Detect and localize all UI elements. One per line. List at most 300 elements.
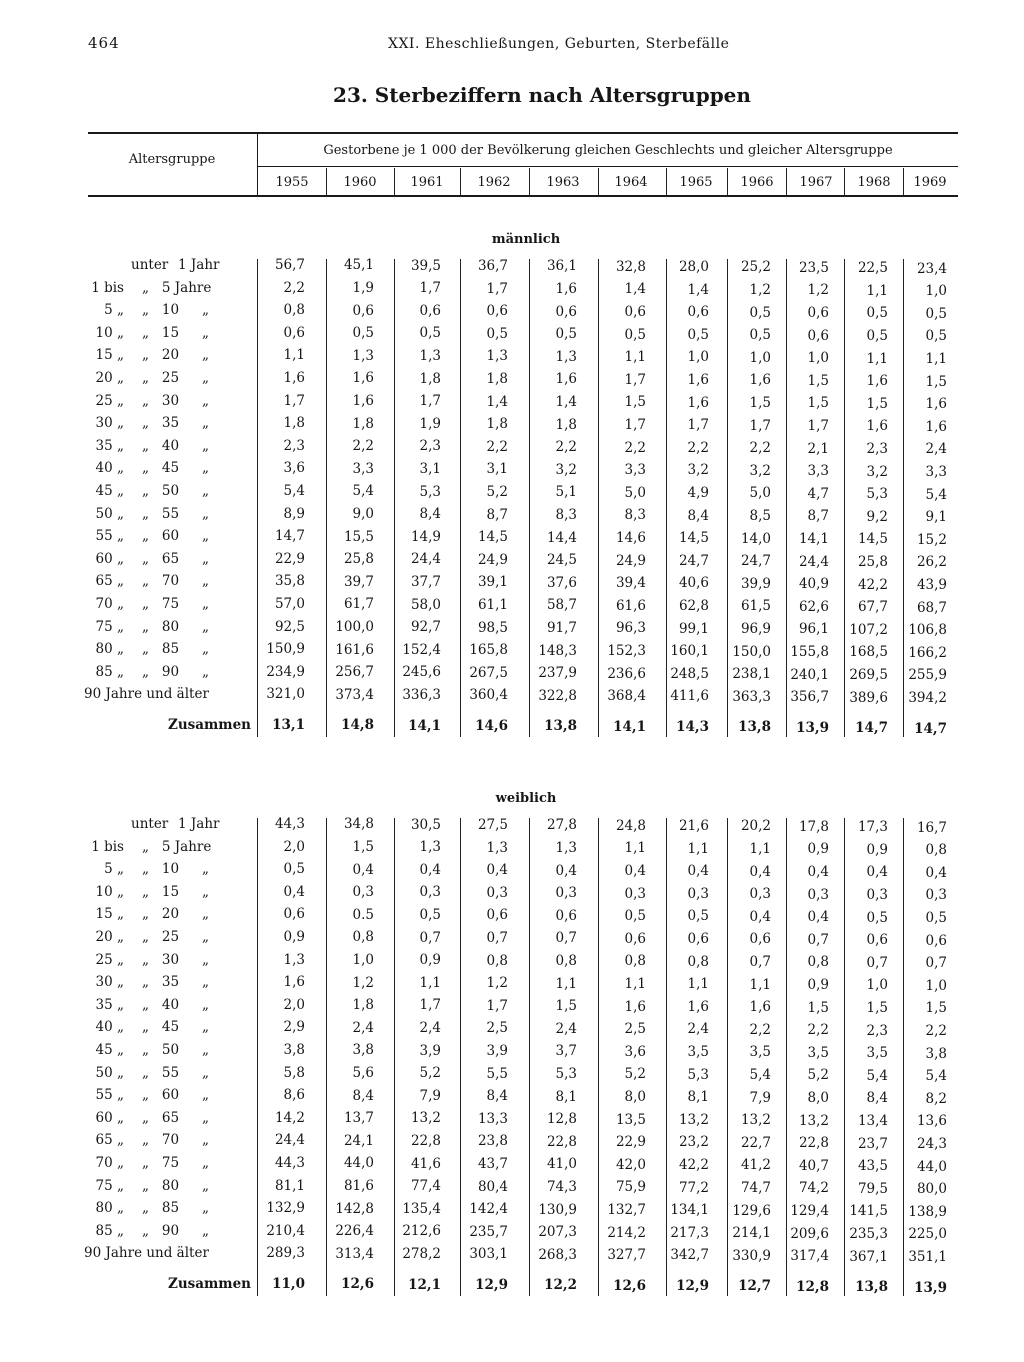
row-label-start: 55 „ [95,1087,124,1104]
value-cell-1968: 1,1 [866,282,888,299]
value-cell-1969: 255,9 [908,667,947,684]
value-cell-1967: 0,3 [807,886,829,903]
value-cell-1960: 1,8 [352,415,374,432]
row-label-end: „ 45 [142,460,180,477]
value-cell-1962: 165,8 [469,642,508,659]
value-cell-1962: 2,5 [486,1020,508,1037]
value-cell-1955: 14,7 [274,528,305,545]
value-cell-1960: 1,0 [352,951,374,968]
value-cell-1964: 132,7 [607,1201,646,1218]
value-cell-1966: 24,7 [740,553,771,570]
value-cell-1969: 0,3 [925,887,947,904]
value-cell-1962: 3,9 [486,1043,508,1060]
row-label-end: „ 25 [142,929,180,945]
value-cell-1968: 8,4 [866,1090,888,1107]
value-cell-1960: 0,3 [352,884,374,901]
value-cell-1963: 8,1 [555,1088,577,1105]
value-cell-1965: 99,1 [678,620,709,637]
value-cell-1961: 77,4 [410,1178,441,1195]
row-label-ditto: „ [202,550,209,567]
value-cell-1962: 43,7 [477,1156,508,1173]
value-cell-1967: 24,4 [798,553,829,570]
value-cell-1964: 14,6 [615,529,646,546]
table-row [0,325,1024,347]
value-cell-1967: 0,8 [807,954,829,971]
value-cell-1964: 1,6 [624,998,646,1015]
value-cell-1964: 8,3 [624,507,646,524]
row-label-ditto: „ [202,1132,209,1149]
value-cell-1965: 411,6 [670,688,709,705]
value-cell-1968: 235,3 [849,1225,888,1242]
value-cell-1967: 96,1 [798,621,829,638]
row-label-start: 45 „ [95,1042,124,1058]
value-cell-1963: 0,4 [555,862,577,879]
value-cell-1962: 13,3 [477,1110,508,1127]
value-cell-1962: 0,6 [486,907,508,924]
value-cell-1969: 24,3 [916,1135,947,1152]
value-cell-1961: 3,1 [419,461,441,478]
table-row [0,861,1024,883]
value-cell-1968: 0,5 [866,909,888,926]
value-cell-1963: 3,2 [555,461,577,478]
row-label-start: 55 „ [95,528,124,545]
row-label-start: 1 bis [91,279,124,296]
value-cell-1962: 98,5 [477,619,508,636]
value-cell-1962: 267,5 [469,664,508,681]
value-cell-1967: 13,9 [796,719,829,736]
value-cell-1965: 5,3 [687,1066,709,1083]
value-cell-1963: 1,3 [555,348,577,365]
year-header-1964: 1964 [614,175,648,190]
value-cell-1963: 1,6 [555,371,577,388]
table-row [0,551,1024,573]
value-cell-1960: 39,7 [343,573,374,590]
table-row [0,1087,1024,1109]
value-cell-1961: 58,0 [410,596,441,613]
row-label-start: unter [131,257,169,273]
value-cell-1968: 389,6 [849,689,888,706]
year-divider [326,168,327,195]
value-cell-1964: 14,1 [613,718,646,735]
value-cell-1967: 356,7 [790,689,829,706]
row-label-start: 25 „ [95,392,124,409]
row-label-ditto: „ [202,861,209,878]
table-row [0,460,1024,482]
value-cell-1966: 238,1 [732,666,771,683]
value-cell-1960: 142,8 [335,1200,374,1217]
value-cell-1961: 135,4 [402,1200,441,1217]
value-cell-1965: 0,6 [687,304,709,321]
value-cell-1962: 12,9 [475,1277,508,1294]
value-cell-1955: 0,4 [283,883,305,900]
value-cell-1963: 0,3 [555,885,577,902]
value-cell-1963: 1,4 [555,393,577,410]
value-cell-1955: 35,8 [274,573,305,590]
value-cell-1961: 1,7 [419,393,441,410]
value-cell-1964: 2,2 [624,439,646,456]
year-header-1961: 1961 [410,175,444,190]
value-cell-1969: 0,5 [925,305,947,322]
value-cell-1966: 1,2 [749,282,771,299]
value-cell-1955: 44,3 [274,1155,305,1171]
value-cell-1960: 5,4 [352,483,374,500]
value-cell-1960: 313,4 [335,1245,374,1262]
value-cell-1968: 14,7 [855,720,888,737]
table-row [0,906,1024,928]
value-cell-1962: 8,4 [486,1088,508,1105]
value-cell-1969: 0,8 [925,842,947,859]
row-label-ditto: „ [202,505,209,522]
row-label-end: „ 35 [142,415,180,432]
value-cell-1966: 0,5 [749,327,771,344]
value-cell-1960: 100,0 [335,618,374,635]
table-row [0,997,1024,1019]
value-cell-1966: 0,3 [749,886,771,903]
table-row [0,1200,1024,1222]
value-cell-1955: 1,6 [283,974,305,991]
value-cell-1955: 8,6 [283,1087,305,1104]
value-cell-1969: 5,4 [925,1068,947,1085]
row-label-end: „ 50 [142,483,180,499]
value-cell-1969: 394,2 [908,689,947,706]
value-cell-1969: 43,9 [916,576,947,593]
row-label-end: „ 85 [142,1200,180,1217]
value-cell-1968: 168,5 [849,644,888,661]
value-cell-1964: 0,6 [624,303,646,320]
row-label-start: unter [131,816,169,832]
year-header-1968: 1968 [857,175,891,190]
row-label-ditto: „ [202,324,209,341]
value-cell-1963: 41,0 [546,1156,577,1173]
value-cell-1964: 3,6 [624,1043,646,1060]
value-cell-1962: 5,2 [486,484,508,501]
row-label-ditto: „ [202,996,209,1013]
table-row [0,347,1024,369]
value-cell-1963: 0,6 [555,907,577,924]
value-cell-1969: 1,1 [925,350,947,367]
row-label-start: 45 „ [95,483,124,499]
value-cell-1964: 5,2 [624,1066,646,1083]
value-cell-1965: 8,1 [687,1089,709,1106]
value-cell-1967: 2,1 [807,440,829,457]
value-cell-1964: 327,7 [607,1247,646,1264]
value-cell-1965: 342,7 [670,1247,709,1264]
value-cell-1963: 130,9 [538,1201,577,1218]
value-cell-1961: 12,1 [408,1276,441,1293]
row-label-ditto: „ [202,1064,209,1081]
row-label-end: 1 Jahr [178,816,220,832]
value-cell-1968: 43,5 [857,1158,888,1175]
value-cell-1960: 0,5 [352,325,374,342]
value-cell-1967: 1,5 [807,372,829,389]
value-cell-1964: 22,9 [615,1134,646,1151]
value-cell-1962: 1,3 [486,348,508,365]
value-cell-1965: 1,0 [687,349,709,366]
value-cell-1969: 1,6 [925,418,947,435]
table-row [0,528,1024,550]
value-cell-1963: 24,5 [546,552,577,569]
value-cell-1967: 240,1 [790,666,829,683]
value-cell-1967: 8,0 [807,1089,829,1106]
value-cell-1965: 1,1 [687,976,709,993]
value-cell-1955: 234,9 [266,663,305,680]
value-cell-1965: 13,2 [678,1111,709,1128]
value-cell-1965: 23,2 [678,1134,709,1151]
value-cell-1967: 1,7 [807,417,829,434]
value-cell-1960: 3,3 [352,460,374,477]
value-cell-1965: 0,8 [687,953,709,970]
value-cell-1969: 166,2 [908,644,947,661]
value-cell-1966: 129,6 [732,1202,771,1219]
value-cell-1969: 26,2 [916,554,947,571]
value-cell-1961: 7,9 [419,1087,441,1104]
value-cell-1955: 1,8 [283,415,305,432]
year-header-1962: 1962 [477,175,511,190]
value-cell-1963: 2,2 [555,439,577,456]
year-divider [727,168,728,195]
row-label-end: „ 75 [142,1155,180,1171]
value-cell-1969: 68,7 [916,599,947,616]
value-cell-1969: 15,2 [916,531,947,548]
value-cell-1963: 322,8 [538,687,577,704]
year-divider [529,168,530,195]
value-cell-1966: 41,2 [740,1157,771,1174]
value-cell-1955: 132,9 [266,1200,305,1217]
row-label-end: „ 5 Jahre [142,279,212,296]
value-cell-1962: 14,5 [477,529,508,546]
value-cell-1963: 3,7 [555,1043,577,1060]
value-cell-1964: 236,6 [607,665,646,682]
value-cell-1966: 13,2 [740,1112,771,1129]
value-cell-1968: 367,1 [849,1248,888,1265]
value-cell-1968: 1,5 [866,395,888,412]
value-cell-1964: 152,3 [607,642,646,659]
table-row [0,1019,1024,1041]
value-cell-1955: 150,9 [266,641,305,658]
value-cell-1968: 2,3 [866,440,888,457]
value-cell-1955: 24,4 [274,1132,305,1149]
value-cell-1969: 13,9 [914,1279,947,1296]
value-cell-1968: 17,3 [857,819,888,836]
value-cell-1969: 16,7 [916,819,947,836]
row-label-start: 20 „ [95,929,124,945]
table-row [0,641,1024,663]
table-row [0,664,1024,686]
value-cell-1962: 27,5 [477,817,508,834]
value-cell-1967: 22,8 [798,1135,829,1152]
value-cell-1967: 8,7 [807,508,829,525]
row-label-ditto: „ [202,1109,209,1126]
value-cell-1962: 0,5 [486,325,508,342]
value-cell-1962: 39,1 [477,574,508,591]
row-label-start: 50 „ [95,1064,124,1081]
value-cell-1961: 0,5 [419,325,441,342]
value-cell-1968: 13,4 [857,1112,888,1129]
value-cell-1960: 1,6 [352,392,374,409]
value-cell-1965: 4,9 [687,485,709,502]
row-label-start: 30 „ [95,415,124,432]
header-bottom-rule [88,195,958,197]
value-cell-1961: 152,4 [402,641,441,658]
value-cell-1968: 9,2 [866,508,888,525]
value-cell-1968: 13,8 [855,1279,888,1296]
value-cell-1961: 0,4 [419,861,441,878]
row-label-ditto: „ [202,415,209,432]
row-label-start: 80 „ [95,641,124,658]
row-label-start: 75 „ [95,1177,124,1194]
value-cell-1966: 1,6 [749,999,771,1016]
value-cell-1961: 0,6 [419,302,441,319]
value-cell-1960: 45,1 [343,257,374,274]
value-cell-1965: 12,9 [676,1278,709,1295]
value-cell-1969: 23,4 [916,260,947,277]
table-title: 23. Sterbeziffern nach Altersgruppen [333,83,751,107]
value-cell-1961: 13,2 [410,1110,441,1127]
value-cell-1963: 5,3 [555,1065,577,1082]
value-cell-1964: 1,7 [624,371,646,388]
value-cell-1964: 1,1 [624,349,646,366]
value-cell-1968: 23,7 [857,1135,888,1152]
value-cell-1960: 3,8 [352,1042,374,1059]
year-header-1960: 1960 [343,175,377,190]
value-cell-1964: 8,0 [624,1088,646,1105]
row-label-ditto: „ [202,618,209,635]
row-label-ditto: „ [202,1177,209,1194]
row-label-ditto: „ [202,1200,209,1217]
row-label-end: „ 90 [142,663,180,680]
value-cell-1955: 321,0 [266,686,305,703]
value-cell-1967: 3,5 [807,1044,829,1061]
value-cell-1961: 278,2 [402,1246,441,1263]
value-cell-1963: 1,8 [555,416,577,433]
value-cell-1955: 2,9 [283,1019,305,1036]
value-cell-1969: 1,0 [925,283,947,300]
value-cell-1969: 44,0 [916,1158,947,1175]
value-cell-1963: 91,7 [546,619,577,636]
value-cell-1955: 1,3 [283,951,305,968]
year-divider [844,168,845,195]
row-label-ditto: „ [202,641,209,658]
row-label-ditto: „ [202,1042,209,1058]
value-cell-1968: 22,5 [857,260,888,277]
value-cell-1965: 248,5 [670,665,709,682]
value-cell-1962: 80,4 [477,1178,508,1195]
value-cell-1962: 61,1 [477,597,508,614]
value-cell-1962: 1,3 [486,839,508,856]
row-label-end: 1 Jahr [178,257,220,273]
value-cell-1964: 3,3 [624,462,646,479]
value-cell-1955: 22,9 [274,550,305,567]
value-cell-1964: 13,5 [615,1111,646,1128]
row-label-end: „ 20 [142,347,180,364]
value-cell-1962: 0,7 [486,930,508,947]
value-cell-1965: 3,2 [687,462,709,479]
column-header-span: Gestorbene je 1 000 der Bevölkerung gleichen Geschlechts und gleicher Altersgruppe [323,143,893,158]
row-label-start: 5 „ [104,861,124,878]
value-cell-1966: 0,5 [749,304,771,321]
table-row [0,280,1024,302]
value-cell-1961: 1,1 [419,974,441,991]
value-cell-1965: 0,4 [687,863,709,880]
value-cell-1964: 1,5 [624,394,646,411]
value-cell-1966: 330,9 [732,1247,771,1264]
value-cell-1969: 225,0 [908,1226,947,1243]
year-header-1965: 1965 [679,175,713,190]
value-cell-1966: 0,7 [749,954,771,971]
row-label-start: 25 „ [95,951,124,968]
value-cell-1960: 161,6 [335,641,374,658]
value-cell-1966: 0,6 [749,931,771,948]
value-cell-1955: 44,3 [274,816,305,832]
value-cell-1960: 0,4 [352,861,374,878]
row-label-end: „ 15 [142,883,180,900]
value-cell-1964: 368,4 [607,688,646,705]
value-cell-1967: 0,4 [807,863,829,880]
row-label-start: 65 „ [95,1132,124,1149]
value-cell-1964: 0,5 [624,326,646,343]
value-cell-1968: 42,2 [857,576,888,593]
value-cell-1967: 74,2 [798,1180,829,1197]
table-row [0,483,1024,505]
row-label-end: „ 80 [142,1177,180,1194]
value-cell-1966: 1,5 [749,395,771,412]
table-row [0,257,1024,279]
value-cell-1963: 268,3 [538,1246,577,1263]
row-label-ditto: „ [202,483,209,499]
value-cell-1955: 13,1 [272,717,305,733]
table-row [0,1110,1024,1132]
value-cell-1962: 1,7 [486,997,508,1014]
value-cell-1966: 1,0 [749,349,771,366]
value-cell-1955: 0,5 [283,861,305,878]
row-label-ditto: „ [202,663,209,680]
value-cell-1968: 269,5 [849,666,888,683]
value-cell-1966: 5,0 [749,485,771,502]
row-label-ditto: „ [202,1087,209,1104]
value-cell-1965: 42,2 [678,1157,709,1174]
value-cell-1963: 148,3 [538,642,577,659]
row-label-ditto: „ [202,951,209,968]
value-cell-1967: 317,4 [790,1248,829,1265]
value-cell-1961: 1,7 [419,280,441,297]
value-cell-1964: 0,3 [624,885,646,902]
value-cell-1965: 1,4 [687,281,709,298]
value-cell-1968: 0,3 [866,886,888,903]
value-cell-1961: 14,9 [410,528,441,545]
value-cell-1967: 40,9 [798,576,829,593]
value-cell-1967: 4,7 [807,485,829,502]
value-cell-1962: 3,1 [486,461,508,478]
year-header-1969: 1969 [913,175,947,190]
table-row [0,573,1024,595]
value-cell-1964: 0,6 [624,930,646,947]
value-cell-1967: 14,1 [798,530,829,547]
value-cell-1960: 9,0 [352,505,374,522]
row-label-start: 65 „ [95,573,124,590]
value-cell-1966: 39,9 [740,575,771,592]
value-cell-1962: 24,9 [477,551,508,568]
value-cell-1969: 2,2 [925,1022,947,1039]
row-label-ditto: „ [202,528,209,545]
value-cell-1968: 3,5 [866,1045,888,1062]
value-cell-1955: 5,8 [283,1064,305,1081]
value-cell-1968: 0,5 [866,327,888,344]
value-cell-1964: 5,0 [624,484,646,501]
value-cell-1968: 1,6 [866,418,888,435]
row-label-end: „ 40 [142,437,180,454]
value-cell-1966: 0,4 [749,863,771,880]
value-cell-1960: 2,2 [352,438,374,455]
